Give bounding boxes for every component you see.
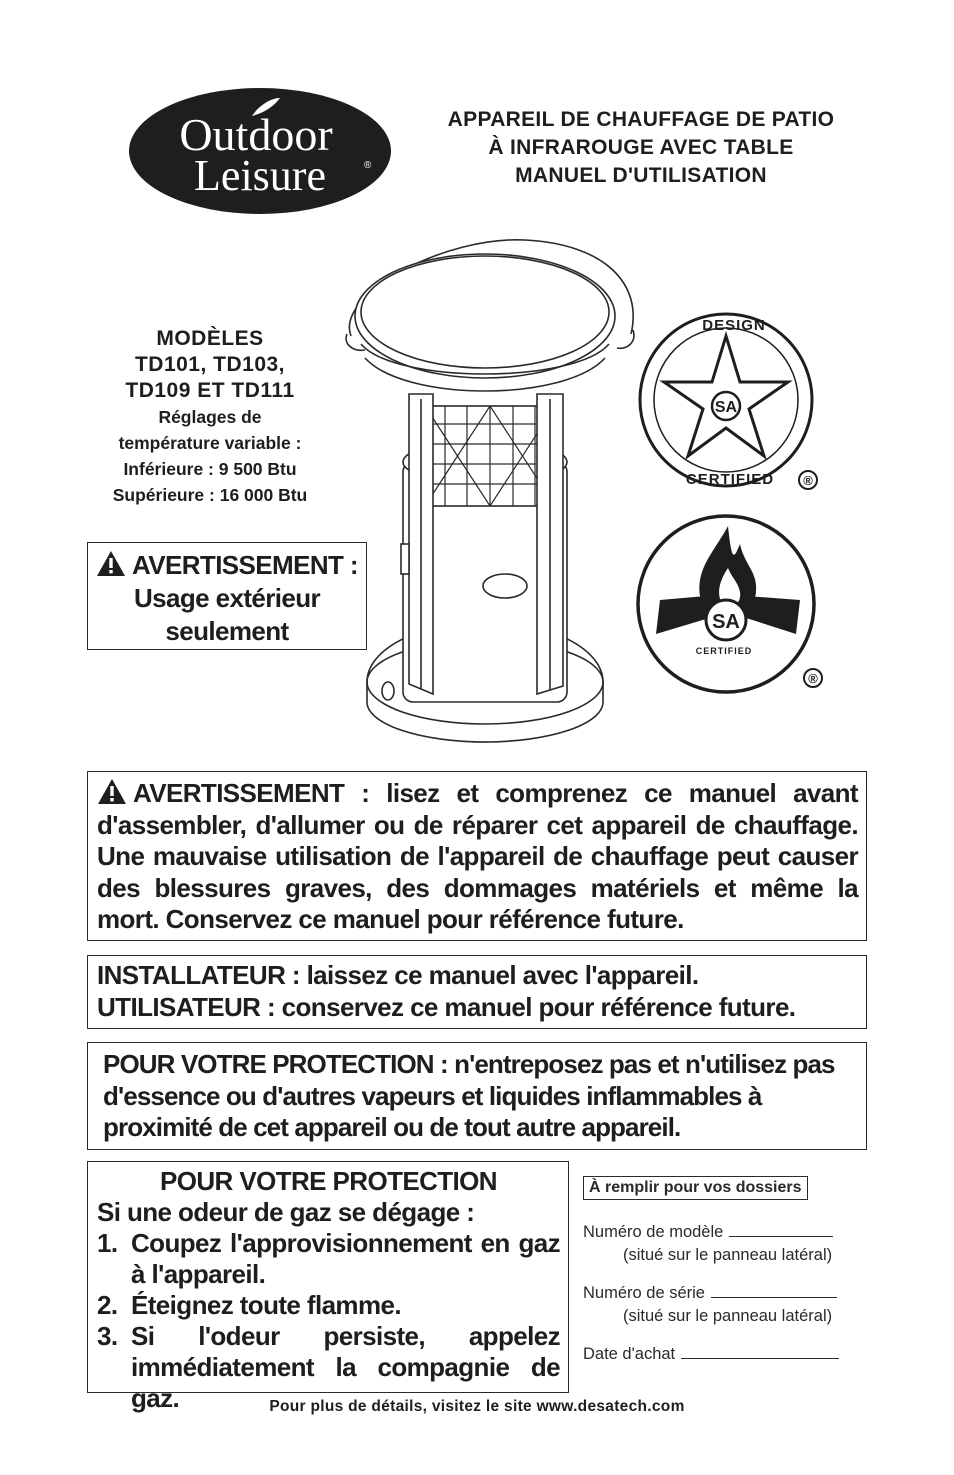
outdoor-warning-line3: seulement bbox=[165, 616, 289, 646]
model-number-note: (situé sur le panneau latéral) bbox=[623, 1246, 833, 1264]
purchase-date-row bbox=[583, 1344, 873, 1364]
csa-flame-certified-seal bbox=[636, 508, 826, 698]
installer-line: INSTALLATEUR : laissez ce manuel avec l'appareil. bbox=[97, 960, 699, 990]
manual-title-line2: À INFRAROUGE AVEC TABLE bbox=[488, 136, 794, 159]
model-number-label: Numéro de modèle bbox=[583, 1223, 724, 1241]
gas-odor-step bbox=[97, 1290, 560, 1321]
patio-heater-illustration bbox=[325, 234, 645, 749]
model-number-field[interactable] bbox=[729, 1222, 833, 1237]
model-number-row bbox=[583, 1222, 873, 1242]
models-list-2: TD109 ET TD111 bbox=[125, 379, 295, 402]
step-number: 1. bbox=[97, 1228, 118, 1258]
installer-user-notice bbox=[87, 955, 867, 1029]
records-header: À remplir pour vos dossiers bbox=[583, 1176, 808, 1200]
step-number: 2. bbox=[97, 1290, 118, 1320]
main-warning-label: AVERTISSEMENT bbox=[133, 778, 345, 808]
step-text: Coupez l'approvisionnement en gaz à l'appareil. bbox=[131, 1228, 560, 1289]
outdoor-warning-label: AVERTISSEMENT : bbox=[132, 550, 358, 580]
seal-design-label: DESIGN bbox=[702, 317, 766, 334]
purchase-date-label: Date d'achat bbox=[583, 1345, 676, 1363]
records-form bbox=[583, 1176, 873, 1364]
serial-number-row bbox=[583, 1283, 873, 1303]
warning-triangle-icon bbox=[97, 778, 127, 805]
serial-number-label: Numéro de série bbox=[583, 1284, 705, 1302]
seal-certified-label: CERTIFIED bbox=[685, 471, 775, 488]
logo-text-outdoor: Outdoor bbox=[179, 109, 333, 160]
serial-number-note: (situé sur le panneau latéral) bbox=[623, 1307, 833, 1325]
csa-mark-flame: SA bbox=[712, 611, 740, 633]
logo-registered-mark: ® bbox=[364, 160, 372, 171]
gas-odor-step bbox=[97, 1228, 560, 1290]
user-line: UTILISATEUR : conservez ce manuel pour référence future. bbox=[97, 991, 796, 1022]
outdoor-leisure-logo bbox=[128, 86, 396, 216]
setting-high: Supérieure : 16 000 Btu bbox=[112, 485, 308, 505]
step-number: 3. bbox=[97, 1321, 118, 1351]
csa-design-certified-seal bbox=[636, 308, 826, 498]
purchase-date-field[interactable] bbox=[681, 1344, 839, 1359]
seal-flame-certified-label: CERTIFIED bbox=[695, 646, 753, 656]
serial-number-field[interactable] bbox=[711, 1283, 837, 1298]
gas-odor-subtitle: Si une odeur de gaz se dégage : bbox=[97, 1197, 475, 1227]
models-heading: MODÈLES bbox=[156, 327, 264, 350]
main-warning-text: : lisez et comprenez ce manuel avant d'assembler, d'allumer ou de réparer cet appareil de chauffage. Une mauvaise utilisation de l'appareil de chauffage peut causer des blessures graves, des dommages matériels et même la mort. Conservez ce manuel pour référence future. bbox=[97, 778, 858, 934]
footer-website: Pour plus de détails, visitez le site www.desatech.com bbox=[269, 1398, 685, 1415]
step-text: Éteignez toute flamme. bbox=[131, 1290, 401, 1320]
settings-label-1: Réglages de bbox=[158, 407, 262, 427]
gas-odor-steps bbox=[97, 1228, 560, 1414]
flammable-protection-text: POUR VOTRE PROTECTION : n'entreposez pas et n'utilisez pas d'essence ou d'autres vapeurs et liquides inflammables à proximité de cet appareil ou de tout autre appareil. bbox=[103, 1049, 835, 1142]
manual-title-line3: MANUEL D'UTILISATION bbox=[515, 164, 767, 187]
main-warning-box bbox=[87, 771, 867, 941]
logo-text-leisure: Leisure bbox=[194, 151, 326, 200]
manual-title-line1: APPAREIL DE CHAUFFAGE DE PATIO bbox=[447, 108, 835, 131]
models-info bbox=[84, 326, 336, 508]
setting-low: Inférieure : 9 500 Btu bbox=[123, 459, 297, 479]
flammable-protection-notice bbox=[87, 1042, 867, 1150]
models-list-1: TD101, TD103, bbox=[134, 353, 286, 376]
outdoor-warning-line2: Usage extérieur bbox=[133, 583, 321, 613]
step-text: Si l'odeur persiste, appelez immédiatement la compagnie de gaz. bbox=[131, 1321, 560, 1413]
gas-odor-title: POUR VOTRE PROTECTION bbox=[160, 1166, 497, 1196]
warning-triangle-icon bbox=[96, 550, 126, 577]
settings-label-2: température variable : bbox=[118, 433, 302, 453]
seal-flame-registered: ® bbox=[808, 671, 818, 686]
csa-mark-design: SA bbox=[714, 399, 738, 416]
seal-design-registered: ® bbox=[803, 473, 813, 488]
manual-title bbox=[404, 106, 878, 190]
